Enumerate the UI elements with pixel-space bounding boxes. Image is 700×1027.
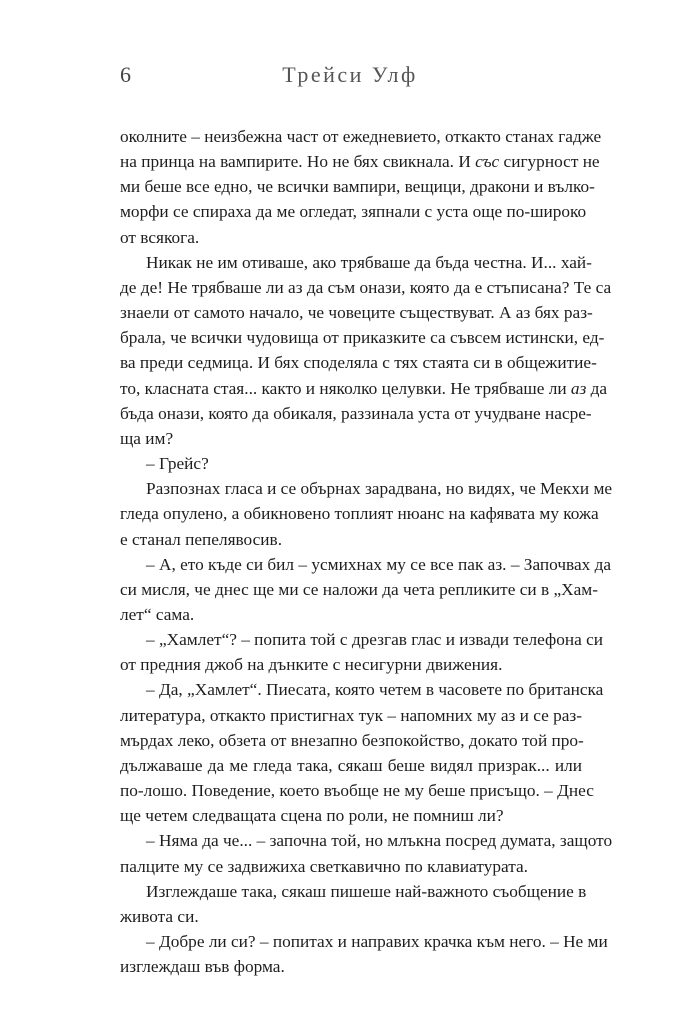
text-line: палците му се задвижиха светкавично по клавиатурата. — [120, 856, 528, 876]
paragraph — [120, 250, 612, 451]
text-line: то, класната стая... както и няколко целувки. Не трябваше ли аз да — [120, 378, 608, 398]
text-line: гледа опулено, а обикновено топлият нюанс на кафявата му кожа — [120, 504, 599, 524]
text-line: ще четем следващата сцена по роли, не помниш ли? — [120, 806, 504, 826]
text-line: дължаваше да ме гледа така, сякаш беше видял призрак... или — [120, 755, 582, 775]
text-line: ща им? — [120, 428, 174, 448]
text-line: Никак не им отиваше, ако трябваше да бъда честна. И... хай- — [146, 252, 592, 272]
text-line: – Няма да че... – започна той, но млъкна посред думата, защото — [146, 831, 613, 851]
text-line: живота си. — [120, 906, 199, 926]
text-line: изглеждаш във форма. — [120, 957, 285, 977]
paragraph — [120, 552, 612, 627]
paragraph — [120, 677, 604, 828]
text-line: околните – неизбежна част от ежедневието, откакто станах гадже — [120, 127, 602, 146]
text-line: бъда онази, която да обикаля, раззинала уста от учудване насре- — [120, 403, 592, 423]
text-line: от предния джоб на дънките с несигурни движения. — [120, 655, 503, 675]
text-line: де де! Не трябваше ли аз да съм онази, която да е стъписана? Те са — [120, 277, 612, 297]
text-line: Изглеждаше така, сякаш пишеше най-важното съобщение в — [146, 881, 587, 901]
paragraph — [120, 627, 604, 677]
text-line: си мисля, че днес ще ми се наложи да чета репликите си в „Хам- — [120, 579, 598, 599]
paragraph — [120, 879, 587, 929]
running-head-author: Трейси Улф — [282, 62, 418, 87]
text-line: знаели от самото начало, че човеците съществуват. А аз бях раз- — [120, 303, 593, 323]
text-line: от всякога. — [120, 227, 200, 247]
body-text — [120, 124, 613, 979]
text-line: литература, откакто пристигнах тук – напомних му аз и се раз- — [120, 705, 583, 725]
text-line: по-лошо. Поведение, което въобще не му беше присъщо. – Днес — [120, 781, 594, 801]
text-line: ва преди седмица. И бях споделяла с тях стаята си в общежитие- — [120, 353, 597, 373]
text-line: мърдах леко, обзета от внезапно безпокойство, докато той про- — [120, 730, 584, 750]
text-line: – „Хамлет“? – попита той с дрезгав глас и извади телефона си — [146, 630, 604, 650]
text-line: морфи се спираха да ме огледат, зяпнали с уста още по-широко — [120, 202, 587, 222]
text-line: брала, че всички чудовища от приказките са съвсем истински, ед- — [120, 328, 605, 348]
text-line: на принца на вампирите. Но не бях свикнала. И със сигурност не — [120, 152, 600, 172]
text-line: Разпознах гласа и се обърнах зарадвана, но видях, че Мекхи ме — [146, 479, 613, 499]
text-line: е станал пепелявосив. — [120, 529, 283, 549]
paragraph — [120, 451, 582, 476]
text-line: лет“ сама. — [120, 604, 195, 624]
paragraph — [120, 828, 613, 878]
text-line: – А, ето къде си бил – усмихнах му се все пак аз. – Започвах да — [146, 554, 612, 574]
paragraph — [120, 124, 602, 250]
paragraph — [120, 476, 613, 551]
text-line: – Добре ли си? – попитах и направих крачка към него. – Не ми — [146, 932, 608, 951]
text-line: ми беше все едно, че всички вампири, вещици, дракони и вълко- — [120, 177, 595, 197]
text-line: – Да, „Хамлет“. Пиесата, която четем в часовете по британска — [146, 680, 604, 700]
page-number: 6 — [120, 62, 131, 87]
paragraph — [120, 929, 608, 979]
running-head — [120, 62, 580, 92]
text-line: – Грейс? — [146, 454, 209, 474]
